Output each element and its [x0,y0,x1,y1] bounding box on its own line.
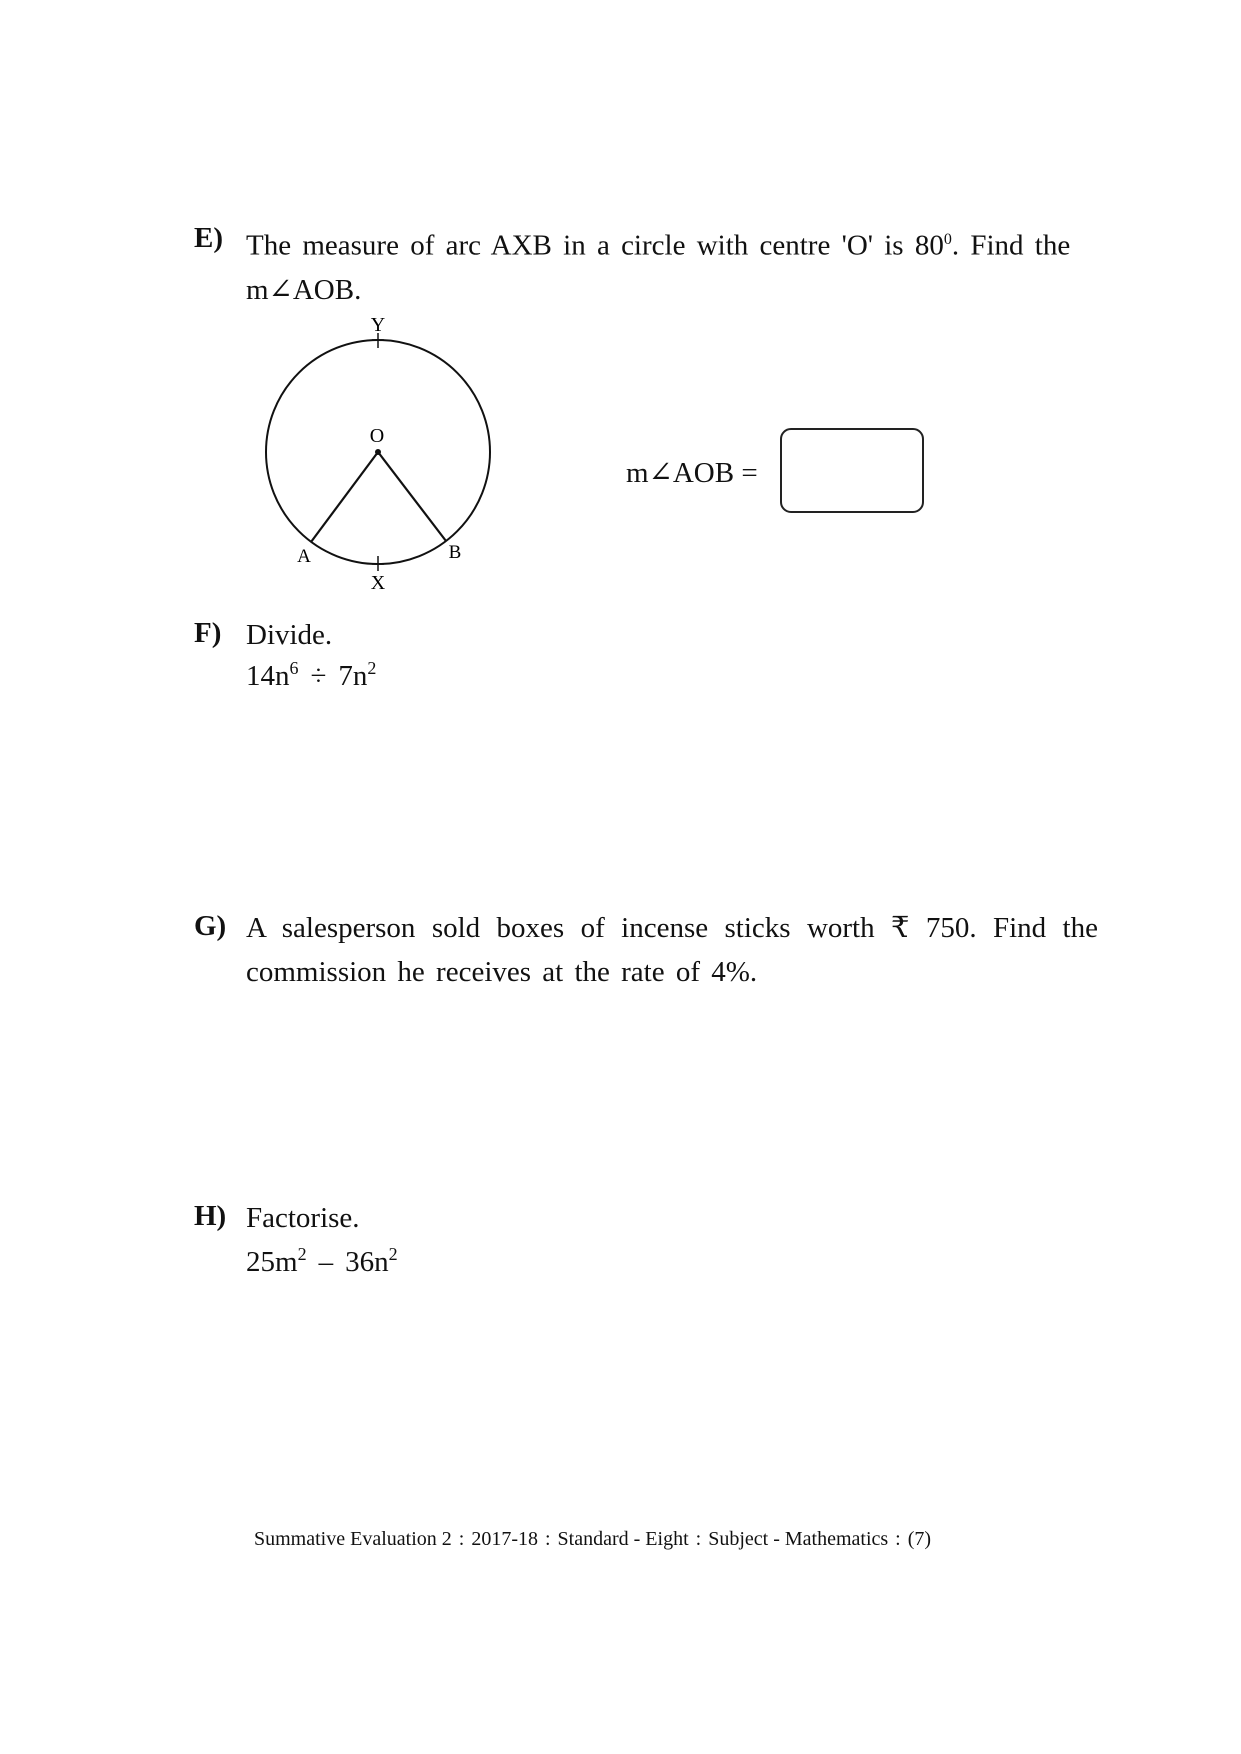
answer-label-angle: m∠AOB = [626,457,758,489]
centre-point [375,449,381,455]
expr-h-term2: 36n [345,1246,389,1278]
expr-f-term2: 7n [338,660,368,692]
label-a: A [297,546,311,567]
footer-exam: Summative Evaluation 2 [254,1528,452,1550]
footer-separator: : [544,1528,551,1550]
expr-f-exp2: 2 [367,658,377,678]
expr-f-operator: ÷ [310,660,327,692]
footer-standard: Standard - Eight [557,1528,689,1550]
label-y: Y [370,314,386,336]
question-h-text: Factorise. [246,1202,360,1234]
expr-f-exp1: 6 [289,658,299,678]
expr-f-term1: 14n [246,660,290,692]
question-h-label: H) [194,1200,227,1232]
question-h-expression [246,1246,398,1279]
label-b: B [448,542,462,563]
question-g-text: A salesperson sold boxes of incense sticks worth ₹ 750. Find the commission he receives at the rate of 4%. [246,912,1098,988]
question-e-text-main: The measure of arc AXB in a circle with centre 'O' is 80 [246,229,944,262]
question-e-text [246,218,1098,312]
page-footer [254,1528,931,1551]
expr-h-exp2: 2 [388,1244,398,1264]
question-e-text-line2: m∠AOB. [246,273,362,306]
circle-diagram [250,310,510,600]
question-f-text: Divide. [246,619,333,651]
label-o: O [369,425,385,447]
expr-h-operator: – [318,1246,334,1278]
footer-separator: : [695,1528,702,1550]
radius-ob [378,452,446,541]
question-e-text-end: . Find the [951,229,1071,262]
question-f-expression [246,660,376,693]
expr-h-exp1: 2 [297,1244,307,1264]
degree-superscript: 0 [943,231,952,248]
expr-h-term1: 25m [246,1246,298,1278]
footer-year: 2017-18 [471,1528,538,1550]
answer-box[interactable] [780,428,924,513]
question-e-label: E) [194,222,223,254]
radius-oa [311,452,378,542]
footer-subject: Subject - Mathematics [708,1528,889,1550]
label-x: X [370,572,386,594]
question-f-label: F) [194,617,222,649]
question-g-label: G) [194,910,227,942]
footer-separator: : [895,1528,901,1550]
footer-separator: : [458,1528,465,1550]
footer-page-number: (7) [907,1528,932,1550]
